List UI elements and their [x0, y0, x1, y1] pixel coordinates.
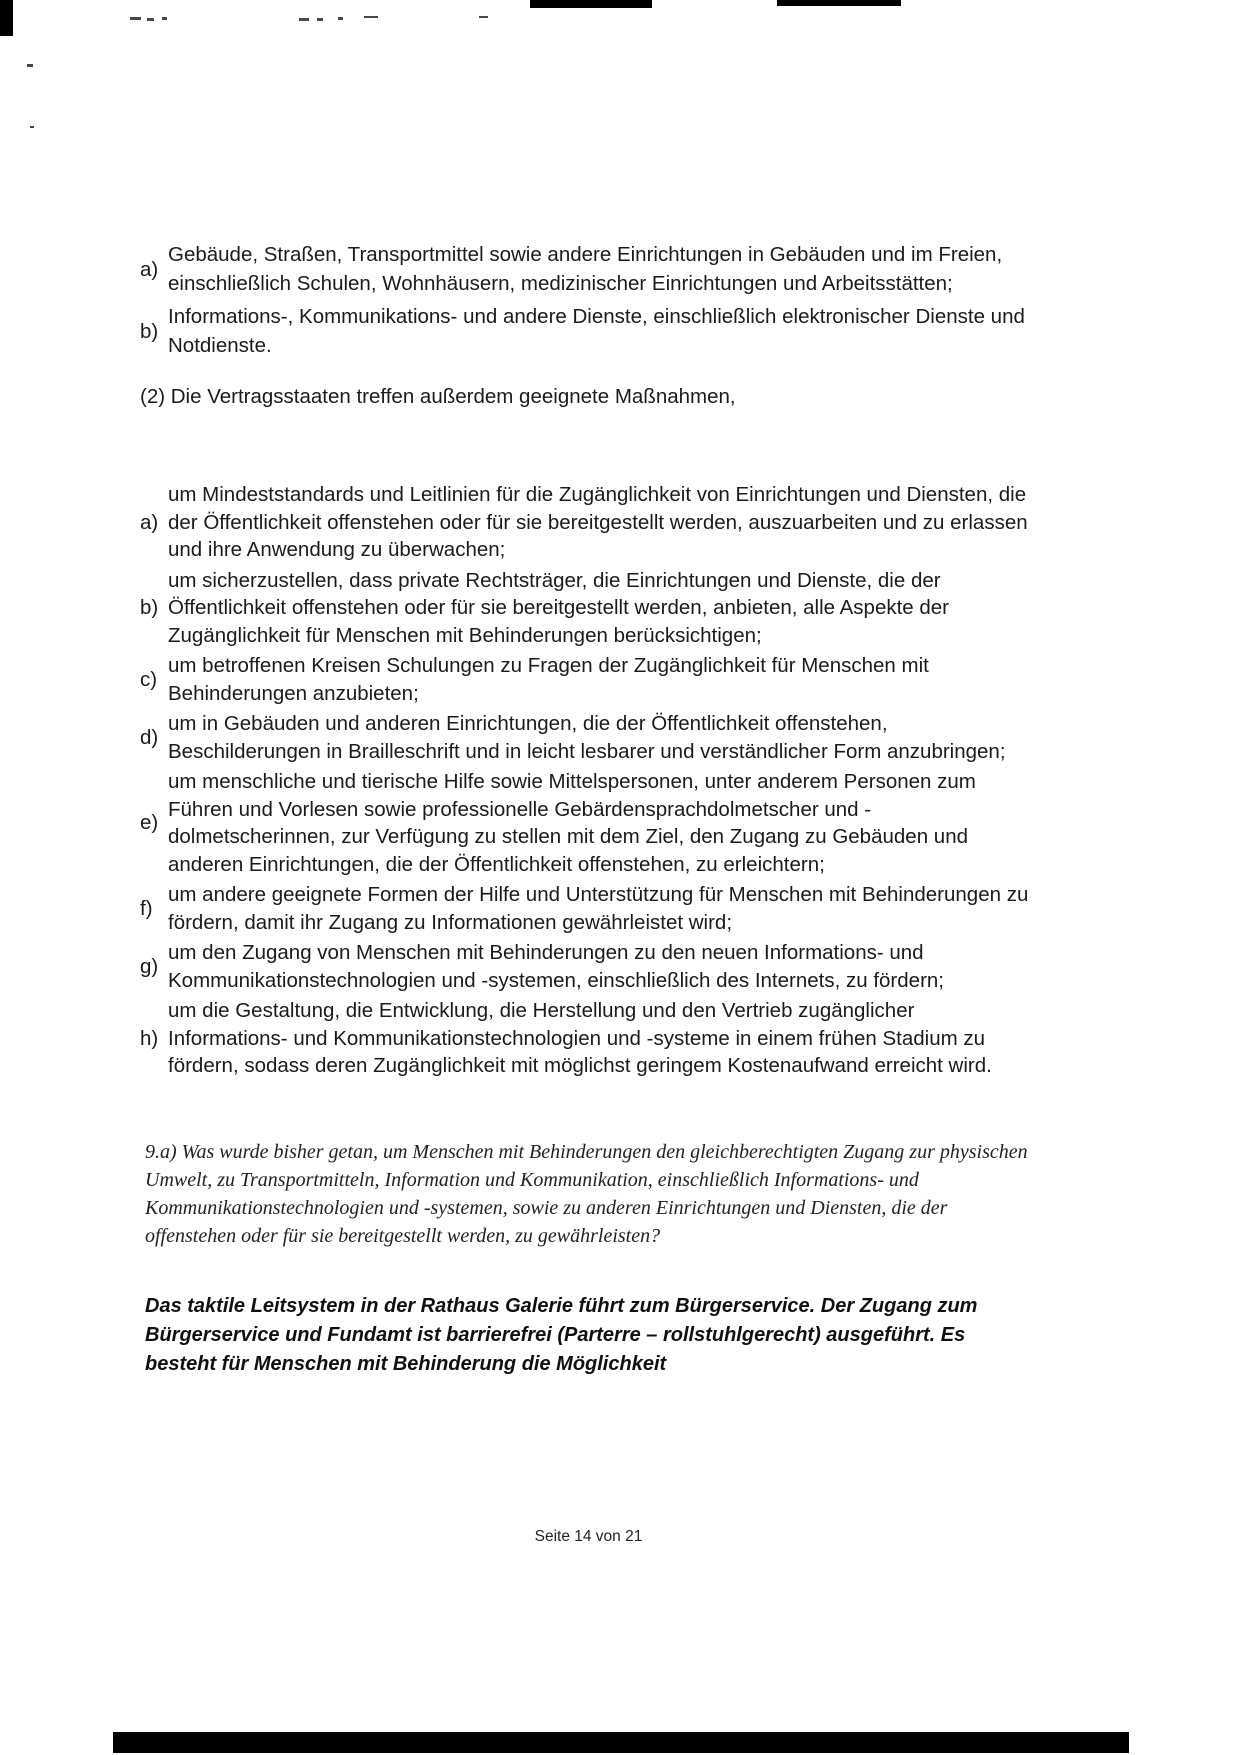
list-item-label: a) — [140, 510, 159, 534]
list-item-text: um menschliche und tierische Hilfe sowie Mittelspersonen, unter anderem Personen zum Führen und Vorlesen sowie professionelle Gebärdensprachdolmetscher und - dolmetscherinnen, zur Verfügung zu stellen mit dem Ziel, den Zugang zu Gebäuden und anderen Einrichtungen, die der Öffentlichkeit offenstehen, zu erleichtern; — [168, 770, 976, 876]
list-item-label: a) — [140, 257, 159, 281]
list-item-label: g) — [140, 954, 159, 978]
list-item-label: b) — [140, 319, 159, 343]
list-item — [140, 881, 1037, 936]
list-item-text: um die Gestaltung, die Entwicklung, die Herstellung und den Vertrieb zugänglicher Informations- und Kommunikationstechnologien und -systeme in einem frühen Stadium zu fördern, sodass deren Zugänglichkeit mit möglichst geringem Kostenaufwand erreicht wird. — [168, 999, 992, 1077]
list-item-text: um in Gebäuden und anderen Einrichtungen, die der Öffentlichkeit offenstehen, Beschilderungen in Brailleschrift und in leicht lesbarer und verständlicher Form anzubringen; — [168, 712, 1006, 763]
scan-artifact-dash — [364, 16, 378, 18]
list-item — [140, 302, 1037, 360]
scan-artifact-dash — [299, 18, 309, 21]
answer-text: Das taktile Leitsystem in der Rathaus Galerie führt zum Bürgerservice. Der Zugang zum Bürgerservice und Fundamt ist barrierefrei (Parterre – rollstuhlgerecht) ausgeführt. Es besteht für Menschen mit Behinderung die Möglichkeit — [145, 1294, 978, 1375]
scan-artifact-dash — [479, 16, 488, 18]
list-item — [140, 997, 1037, 1080]
scan-artifact-corner — [0, 0, 13, 36]
list-item-label: b) — [140, 596, 159, 619]
scan-artifact-dash — [147, 18, 154, 21]
list-item-label: d) — [140, 725, 159, 749]
scan-artifact-dash — [30, 126, 34, 128]
list-item-text: um den Zugang von Menschen mit Behinderungen zu den neuen Informations- und Kommunikationstechnologien und -systemen, einschließlich des Internets, zu fördern; — [168, 941, 944, 992]
scan-artifact-bottom-bar — [113, 1732, 1129, 1753]
scan-artifact-dash — [162, 17, 167, 20]
list-item-text: um betroffenen Kreisen Schulungen zu Fragen der Zugänglichkeit für Menschen mit Behinderungen anzubieten; — [168, 654, 929, 705]
list-item-text: um sicherzustellen, dass private Rechtsträger, die Einrichtungen und Dienste, die der Öffentlichkeit offenstehen oder für sie bereitgestellt werden, anbieten, alle Aspekte der Zugänglichkeit für Menschen mit Behinderungen berücksichtigen; — [168, 568, 950, 647]
list-item — [140, 481, 1037, 564]
list-item-text: Informations-, Kommunikations- und andere Dienste, einschließlich elektronischer Dienste und Notdienste. — [168, 305, 1025, 357]
scan-artifact-dash — [130, 17, 141, 20]
list-item — [140, 710, 1037, 765]
list-item-label: f) — [140, 896, 153, 920]
list-item — [140, 240, 1037, 298]
scan-artifact-dash — [317, 18, 323, 21]
paragraph-2: (2) Die Vertragsstaaten treffen außerdem geeignete Maßnahmen, — [140, 385, 736, 408]
scan-artifact-top-bar — [530, 0, 652, 8]
list-item-text: um Mindeststandards und Leitlinien für die Zugänglichkeit von Einrichtungen und Diensten, die der Öffentlichkeit offenstehen oder für sie bereitgestellt werden, auszuarbeiten und zu erlassen und ihre Anwendung zu überwachen; — [168, 483, 1028, 561]
question-text: 9.a) Was wurde bisher getan, um Menschen mit Behinderungen den gleichberechtigten Zugang zur physischen Umwelt, zu Transportmitteln, Information und Kommunikation, einschließlich Informations- und Kommunikationstechnologien und -systemen, sowie zu anderen Einrichtungen und Diensten, die der offenstehen oder für sie bereitgestellt werden, zu gewährleisten? — [145, 1140, 1028, 1247]
list-item — [140, 652, 1037, 707]
list-item-text: um andere geeignete Formen der Hilfe und Unterstützung für Menschen mit Behinderungen zu fördern, damit ihr Zugang zu Informationen gewährleistet wird; — [168, 883, 1029, 934]
scan-artifact-dash — [338, 17, 343, 20]
list-item-label: h) — [140, 1026, 159, 1050]
list-item-label: e) — [140, 811, 159, 835]
list-item — [140, 567, 1037, 650]
intro-list — [140, 240, 1037, 360]
list-item-text: Gebäude, Straßen, Transportmittel sowie andere Einrichtungen in Gebäuden und im Freien, einschließlich Schulen, Wohnhäusern, medizinischer Einrichtungen und Arbeitsstätten; — [168, 243, 1003, 295]
scan-artifact-dash — [27, 64, 33, 67]
list-item-label: c) — [140, 667, 158, 691]
page-footer: Seite 14 von 21 — [534, 1528, 643, 1545]
page-content — [140, 240, 1037, 1379]
list-item — [140, 939, 1037, 994]
scan-artifact-top-bar — [777, 0, 901, 6]
measures-list — [140, 481, 1037, 1080]
list-item — [140, 768, 1037, 878]
